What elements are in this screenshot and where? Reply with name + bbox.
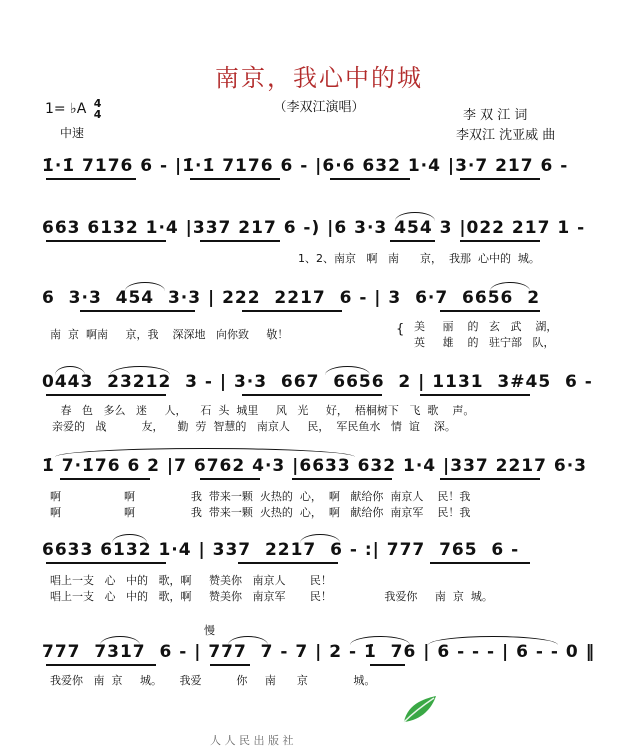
time-signature-top: 4: [93, 97, 102, 110]
beam: [200, 478, 260, 480]
beam: [46, 562, 166, 564]
beam: [80, 310, 195, 312]
beam: [238, 562, 338, 564]
time-signature: [94, 98, 102, 120]
score-line-7: 777 7317 6 - | 777 7 - 7 | 2 - 1̇ 76 | 6 - - - | 6 - - 0 ‖: [42, 642, 596, 662]
score-line-5: 1̇ 7·1̇76 6 2 |7 6762 4·3 |6633 632 1·4 |337 2217 6·3: [42, 456, 587, 476]
lyrics-line-5-verse2: 啊 啊 我 带来一颗 火热的 心， 啊 献给你 南京军 民！我: [50, 506, 471, 519]
beam: [190, 178, 280, 180]
key-signature: [45, 98, 101, 120]
score-line-4: 0443 23212 3 - | 3·3 667 6656 2 | 1131 3#45 6 -: [42, 372, 593, 392]
slur: [110, 366, 170, 375]
leaf-logo-icon: [398, 692, 440, 726]
lyrics-line-6-verse2: 唱上一支 心 中的 歌，啊 赞美你 南京军 民！ 我爱你 南 京 城。: [50, 590, 493, 603]
footer-text: 人 人 民 出 版 社: [210, 734, 294, 747]
time-signature-bottom: 4: [93, 108, 102, 121]
lyricist-credit: 李 双 江 词: [463, 108, 528, 123]
score-line-2: 663 6132 1·4 |337 217 6 -) |6 3·3 454 3 |022 217 1 -: [42, 218, 586, 238]
beam: [242, 310, 342, 312]
lyrics-line-3-verse2: 英 雄 的 驻宁部 队，: [414, 336, 555, 349]
slur: [55, 366, 85, 375]
beam: [210, 664, 250, 666]
performer-subtitle: （李双江演唱）: [273, 100, 365, 115]
beam: [200, 240, 280, 242]
beam: [440, 478, 540, 480]
lyrics-line-3-verse1: 美 丽 的 玄 武 湖，: [414, 320, 558, 333]
score-line-1: 1̇·1̇ 7176 6 - |1̇·1̇ 7176 6 - |6·6 632 1·4 |3·7 217 6 -: [42, 156, 569, 176]
slur: [428, 636, 558, 645]
beam: [440, 310, 540, 312]
beam: [46, 240, 166, 242]
beam: [46, 664, 156, 666]
beam: [46, 394, 166, 396]
lyrics-line-5: 啊 啊 我 带来一颗 火热的 心， 啊 献给你 南京人 民！我: [50, 490, 471, 503]
beam: [60, 478, 150, 480]
slur: [228, 636, 268, 645]
slur: [100, 636, 140, 645]
slur: [395, 212, 435, 221]
slur: [55, 448, 355, 457]
lyrics-line-2: 1、2、南京 啊 南 京， 我那 心中的 城。: [298, 252, 540, 265]
composer-credit: 李双江 沈亚威 曲: [456, 128, 556, 143]
brace: {: [396, 322, 405, 337]
beam: [460, 178, 540, 180]
beam: [370, 664, 405, 666]
slur: [325, 366, 370, 375]
tempo-change: 慢: [204, 624, 215, 637]
score-line-6: 6633 6132 1·4 | 337 2217 6 - :| 777 765 6 -: [42, 540, 520, 560]
lyrics-line-4-verse2: 亲爱的 战 友， 勤 劳 智慧的 南京人 民， 军民鱼水 情 谊 深。: [52, 420, 456, 433]
slur: [490, 282, 530, 291]
beam: [292, 478, 392, 480]
beam: [330, 178, 410, 180]
beam: [430, 562, 530, 564]
slur: [350, 636, 410, 645]
slur: [300, 534, 340, 543]
tempo-marking: 中速: [60, 126, 85, 140]
beam: [420, 394, 530, 396]
beam: [242, 394, 382, 396]
beam: [460, 240, 540, 242]
lyrics-line-4: 春 色 多么 迷 人， 石 头 城里 风 光 好， 梧桐树下 飞 歌 声。: [50, 404, 475, 417]
slur: [125, 282, 165, 291]
slur: [112, 534, 147, 543]
beam: [46, 178, 136, 180]
song-title: 南京，我心中的城: [215, 64, 423, 92]
lyrics-line-3: 南 京 啊南 京，我 深深地 向你致 敬！: [50, 328, 289, 341]
score-line-3: 6 3·3 454 3·3 | 222 2217 6 - | 3 6·7 6656 2: [42, 288, 541, 308]
lyrics-line-6: 唱上一支 心 中的 歌，啊 赞美你 南京人 民！: [50, 574, 332, 587]
key-label: 1= ♭A: [45, 101, 87, 117]
beam: [390, 240, 435, 242]
lyrics-line-7: 我爱你 南 京 城。 我爱 你 南 京 城。: [50, 674, 376, 687]
